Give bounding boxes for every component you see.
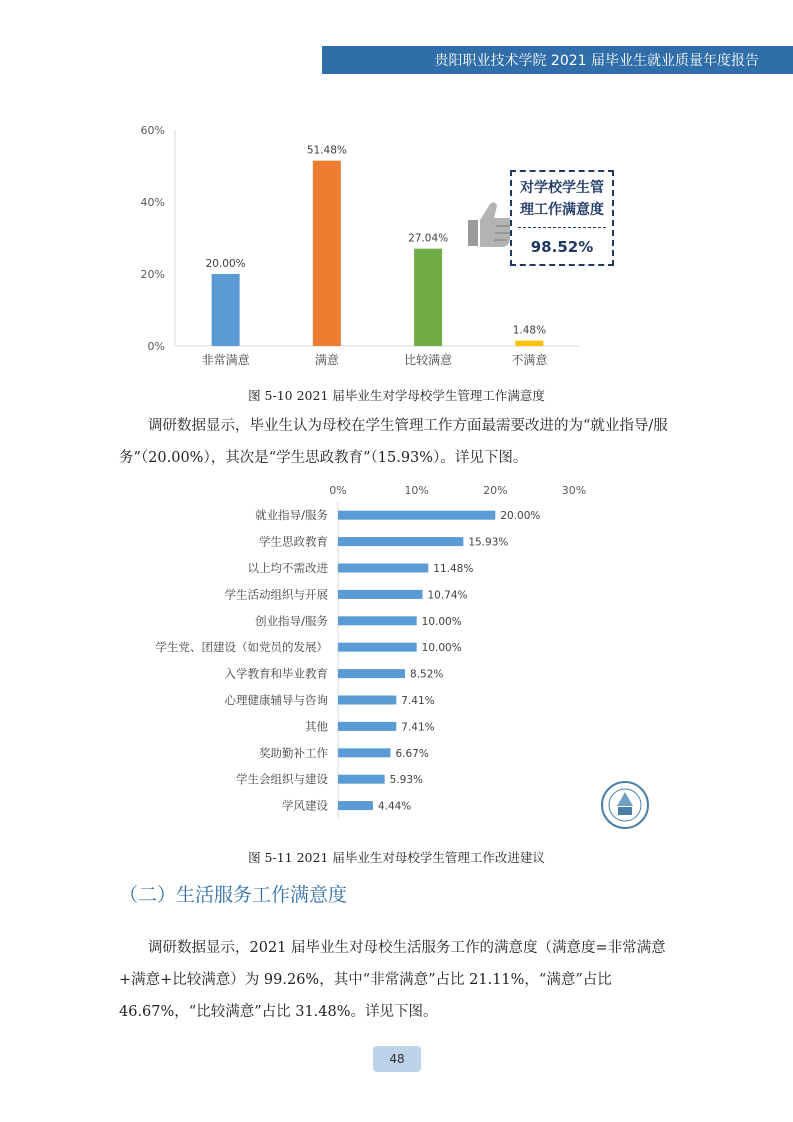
school-seal-logo — [600, 780, 650, 830]
x-tick-label: 20% — [483, 484, 508, 497]
category-label: 奖助勤补工作 — [259, 745, 328, 760]
bar-8 — [338, 722, 396, 731]
improvement-bar-chart — [130, 480, 610, 825]
category-label: 满意 — [314, 353, 339, 367]
category-label: 学生活动组织与开展 — [224, 587, 328, 602]
bar-2 — [338, 564, 428, 573]
x-tick-label: 10% — [404, 484, 429, 497]
page-number: 48 — [373, 1046, 421, 1072]
bar-0 — [338, 511, 495, 520]
data-label: 20.00% — [205, 258, 246, 270]
bar-1 — [338, 537, 463, 546]
bar-3 — [515, 341, 543, 346]
bar-4 — [338, 616, 417, 625]
section-heading: （二）生活服务工作满意度 — [119, 884, 348, 906]
callout-title: 对学校学生管理工作满意度 — [520, 180, 604, 218]
y-tick-label: 40% — [140, 196, 165, 209]
data-label: 10.00% — [421, 615, 462, 628]
data-label: 10.74% — [427, 589, 468, 602]
data-label: 15.93% — [468, 536, 509, 549]
figure-caption-5-11: 图 5-11 2021 届毕业生对母校学生管理工作改进建议 — [248, 850, 545, 865]
y-tick-label: 0% — [147, 340, 165, 353]
category-label: 学生会组织与建设 — [236, 772, 328, 787]
y-tick-label: 20% — [140, 268, 165, 281]
data-label: 10.00% — [421, 642, 462, 655]
category-label: 比较满意 — [404, 353, 453, 367]
satisfaction-callout — [510, 170, 614, 266]
x-tick-label: 0% — [329, 484, 347, 497]
data-label: 11.48% — [433, 563, 474, 575]
category-label: 不满意 — [511, 353, 548, 367]
category-label: 非常满意 — [201, 353, 250, 367]
data-label: 51.48% — [306, 144, 347, 157]
y-tick-label: 60% — [140, 124, 165, 137]
bar-10 — [338, 775, 385, 784]
category-label: 学生党、团建设（如党员的发展） — [155, 640, 328, 655]
bar-9 — [338, 748, 390, 757]
data-label: 5.93% — [389, 774, 424, 787]
callout-divider — [518, 227, 606, 228]
bar-11 — [338, 801, 373, 810]
data-label: 7.41% — [401, 721, 435, 734]
category-label: 创业指导/服务 — [255, 613, 328, 628]
data-label: 4.44% — [377, 800, 412, 813]
paragraph-2: 调研数据显示，2021 届毕业生对母校生活服务工作的满意度（满意度=非常满意+满意+比较满意）为 99.26%，其中“非常满意”占比 21.11%，“满意”占比 46.67%，“比较满意”占比 31.48%。详见下图。 — [119, 940, 666, 1020]
figure-caption-5-10: 图 5-10 2021 届毕业生对学母校学生管理工作满意度 — [248, 388, 545, 403]
report-title: 贵阳职业技术学院 2021 届毕业生就业质量年度报告 — [434, 53, 759, 69]
category-label: 就业指导/服务 — [255, 508, 328, 523]
bar-2 — [414, 249, 442, 346]
category-label: 心理健康辅导与咨询 — [224, 693, 328, 707]
paragraph-1: 调研数据显示，毕业生认为母校在学生管理工作方面最需要改进的为“就业指导/服务”（20.00%），其次是“学生思政教育”（15.93%）。详见下图。 — [119, 418, 668, 466]
data-label: 27.04% — [408, 232, 449, 245]
category-label: 其他 — [305, 719, 328, 734]
bar-7 — [338, 696, 396, 705]
category-label: 学风建设 — [282, 798, 328, 813]
data-label: 8.52% — [410, 668, 444, 681]
x-tick-label: 30% — [561, 484, 587, 497]
category-label: 入学教育和毕业教育 — [224, 666, 328, 681]
bar-5 — [338, 643, 417, 652]
bar-3 — [338, 590, 422, 599]
bar-1 — [313, 161, 341, 346]
data-label: 7.41% — [401, 695, 435, 707]
header-bar — [322, 46, 793, 74]
bar-0 — [212, 274, 240, 346]
data-label: 20.00% — [500, 510, 541, 523]
data-label: 1.48% — [512, 324, 547, 337]
category-label: 以上均不需改进 — [247, 561, 328, 575]
data-label: 6.67% — [395, 747, 429, 760]
callout-value: 98.52% — [530, 238, 594, 256]
category-label: 学生思政教育 — [259, 534, 328, 549]
bar-6 — [338, 669, 405, 678]
